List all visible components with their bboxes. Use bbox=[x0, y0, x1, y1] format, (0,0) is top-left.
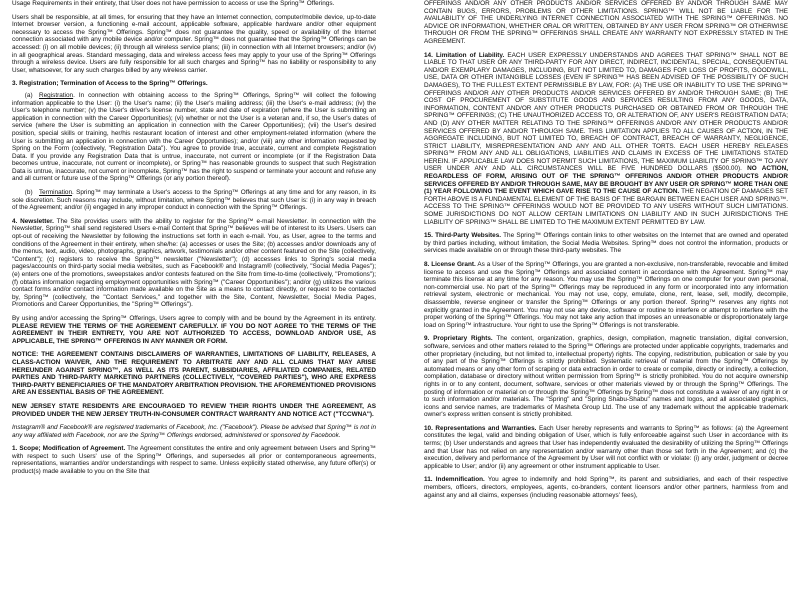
section-11-heading: 11. Indemnification. bbox=[424, 476, 485, 484]
section-3b-paragraph bbox=[12, 189, 376, 212]
section-14-paragraph bbox=[424, 52, 788, 227]
section-3-heading: 3. Registration; Termination of Access to the Spring™ Offerings. bbox=[12, 80, 208, 88]
section-1-heading: 1. Scope; Modification of Agreement. bbox=[12, 445, 126, 453]
section-10-text: Each User hereby represents and warrants to Spring™ as follows: (a) the Agreement constitutes the legal, valid and binding obligation of User, which is fully enforceable against such User in accordance with its terms; (b) User understands and agrees that User has independently evaluated the desirability of utilizing the Spring™ Offerings and that User has not relied on any representation and/or warranty other than those set forth in the Agreement; and (c) the execution, delivery and performance of the Agreement by User will not conflict with or violate: (i) any order, judgment or decree applicable to User; and/or (ii) any agreement or other instrument applicable to User. bbox=[424, 424, 788, 470]
section-10-heading: 10. Representations and Warranties. bbox=[424, 424, 537, 432]
section-11-text: You agree to indemnify and hold Spring™, its parent and subsidiaries, and each of their respective members, officers, directors, employees, agents, co-branders, content licensors and/or other partners, harmless from and against any and all claims, expenses (including reasonable attorneys' fees), bbox=[424, 476, 788, 499]
section-14-bold-clause: NO ACTION, REGARDLESS OF FORM, ARISING OUT OF THE SPRING™ OFFERINGS AND/OR OTHER PRODUCTS AND/OR SERVICES OFFERED BY AND/OR THROUGH SAME, MAY BE BROUGHT BY ANY USER OR SPRING™ MORE THAN ONE (1) YEAR FOLLOWING THE EVENT WHICH GAVE RISE TO THE CAUSE OF ACTION. bbox=[424, 165, 788, 196]
agreement-warning: PLEASE REVIEW THE TERMS OF THE AGREEMENT CAREFULLY. IF YOU DO NOT AGREE TO THE TERMS OF THE AGREEMENT IN THEIR ENTIRETY, YOU ARE NOT AUTHORIZED TO ACCESS, DOWNLOAD AND/OR USE, AS APPLICABLE, THE SPRING™ OFFERINGS IN ANY MANNER OR FORM. bbox=[12, 322, 376, 345]
section-9-heading: 9. Proprietary Rights. bbox=[424, 335, 493, 343]
agreement-paragraph bbox=[12, 315, 376, 345]
section-3a-text: . In connection with obtaining access to the Spring™ Offerings, Spring™ will collect the following information applicable to the User: (i) the User's name; (ii) the User's mailing address; (iii) the User's e-mail address; (iv) the User's telephone number; (v) the User's driver's license number, state and date of expiration (where the User is submitting an application in connection with the Career Opportunities); (vi) whether or not the User is a veteran and, if so, the User's dates of service (where the User is submitting an application in connection with the Career Opportunities); (vii) the User's desired position, special skills or training, her/his restaurant location of interest and other employment-related information (where the User is submitting an application in connection with the Career Opportunities); and/or (viii) any other information requested by Spring on the Form (collectively, "Registration Data"). You agree to provide true, accurate, current and complete Registration Data. If you provide any Registration Data that is untrue, inaccurate, not current or incomplete (or if the Registration Data becomes untrue, inaccurate, not current or incomplete), or Spring™ has reasonable grounds to suspect that such Registration Data is untrue, inaccurate, not current or incomplete, Spring™ has the right to suspend or terminate your account and refuse any and all current or future use of the Spring™ Offerings (or any portion thereof). bbox=[12, 91, 376, 183]
section-10-paragraph bbox=[424, 425, 788, 471]
usage-requirements-tail: Usage Requirements in their entirety, that User does not have permission to access or use the Spring™ Offerings. bbox=[12, 0, 335, 7]
section-4-paragraph bbox=[12, 218, 376, 309]
section-15-text: The Spring™ Offerings contain links to other websites on the Internet that are owned and operated by third parties including, without limitation, the Social Media Websites. Spring™ does not control the information, products or services made available on or through these third-party websites. The bbox=[424, 232, 788, 255]
section-1-paragraph bbox=[12, 445, 376, 475]
left-column bbox=[12, 0, 376, 600]
section-8-heading: 8. License Grant. bbox=[424, 261, 476, 268]
right-column bbox=[424, 0, 788, 600]
section-1-text: The Agreement constitutes the entire and only agreement between Users and Spring™ with respect to such Users' use of the Spring™ Offerings, and supersedes all prior or contemporaneous agreements, representations, warranties and/or understandings with respect to same. Unless explicitly stated otherwise, any future offer(s) or product(s) made available to you on the Site that bbox=[12, 445, 376, 476]
section-3b-term: Termination bbox=[38, 189, 73, 197]
section-14-tail: THE NEGATION OF DAMAGES SET FORTH ABOVE IS A FUNDAMENTAL ELEMENT OF THE BASIS OF THE BARGAIN BETWEEN EACH USER AND SPRING™. ACCESS TO THE SPRING™ OFFERINGS WOULD NOT BE PROVIDED TO ANY USERS WITHOUT SUCH LIMITATIONS. SOME JURISDICTIONS DO NOT ALLOW CERTAIN LIMITATIONS ON LIABILITY AND IN SUCH JURISDICTIONS THE LIABILITY OF SPRING™ SHALL BE LIMITED TO THE MAXIMUM EXTENT PERMITTED BY LAW. bbox=[424, 188, 788, 226]
section-3b-label: (b) bbox=[24, 189, 33, 197]
section-4-heading: 4. Newsletter. bbox=[12, 217, 54, 225]
section-8-paragraph bbox=[424, 261, 788, 329]
section-4-text: The Site provides users with the ability to register for the Spring™ e-mail Newsletter. In connection with the Newsletter, Spring™ shall send registered Users e-mail Content that Spring™ believes will be of interest to its Users. Users can opt-out of receiving the Newsletter by following the instructions set forth in each e-mail. You, as User, agree to the terms and conditions of the Agreement in their entirety, when she/he: (a) accesses or uses the Site; (b) accesses and/or downloads any of the menus, text, audio, video, photographs, graphics, artwork, testimonials and/or other content featured on the Site (collectively, "Content"); (c) registers to receive the Spring™ newsletter ("Newsletter"); (d) accesses links to Spring's social media pages/accounts on third-party social media websites, such as Facebook® and Instagram® (collectively, "Social Media Pages"); (e) enters one of the promotions, sweepstakes and/or contests featured on the Site from time-to-time (collectively, "Promotions"); (f) obtains information regarding employment opportunities with Spring™ ("Career Opportunities"); and/or (g) utilizes the various contact forms and/or contact information made available on the Site as a means to contact directly, or request to be contacted by, Spring™ (collectively, the "Contact Services," and together with the Site, Content, Newsletter, Social Media Pages, Promotions and Career Opportunities, the "Spring™ Offerings"). bbox=[12, 217, 376, 309]
agreement-intro: By using and/or accessing the Spring™ Offerings, Users agree to comply with and be bound by the Agreement in its entirety. bbox=[12, 314, 376, 322]
trademark-notice: Instagram® and Facebook® are registered trademarks of Facebook, Inc. ("Facebook"). Please be advised that Spring™ is not in any way affiliated with Facebook, nor are the Spring™ Offerings endorsed, administered or sponsored by Facebook. bbox=[12, 424, 376, 439]
section-3a-paragraph bbox=[12, 92, 376, 183]
section-15-heading: 15. Third-Party Websites. bbox=[424, 232, 502, 240]
new-jersey-paragraph: NEW JERSEY STATE RESIDENTS ARE ENCOURAGED TO REVIEW THEIR RIGHTS UNDER THE AGREEMENT, AS PROVIDED UNDER THE NEW JERSEY TRUTH-IN-CONSUMER CONTRACT WARRANTY AND NOTICE ACT ("TCCWNA"). bbox=[12, 402, 376, 418]
section-14-text: EACH USER EXPRESSLY UNDERSTANDS AND AGREES THAT SPRING™ SHALL NOT BE LIABLE TO THAT USER OR ANY THIRD-PARTY FOR ANY DIRECT, INDIRECT, INCIDENTAL, SPECIAL, CONSEQUENTIAL AND/OR EXEMPLARY DAMAGES, INCLUDING, BUT NOT LIMITED TO, DAMAGES FOR LOSS OF PROFITS, GOODWILL, USE, DATA OR OTHER INTANGIBLE LOSSES (EVEN IF SPRING™ HAS BEEN ADVISED OF THE POSSIBILITY OF SUCH DAMAGES), TO THE FULLEST EXTENT PERMISSIBLE BY LAW, FOR: (A) THE USE OR INABILITY TO USE THE SPRING™ OFFERINGS AND/OR ANY OTHER PRODUCTS AND/OR SERVICES OFFERED BY AND/OR THROUGH SAME; (B) THE COST OF PROCUREMENT OF SUBSTITUTE GOODS AND SERVICES RESULTING FROM ANY GOODS, DATA, INFORMATION, CONTENT AND/OR ANY OTHER PRODUCTS PURCHASED OR OBTAINED FROM OR THROUGH THE SPRING™ OFFERINGS; (C) THE UNAUTHORIZED ACCESS TO, OR ALTERATION OF, ANY USER'S REGISTRATION DATA; AND (D) ANY OTHER MATTER RELATING TO THE SPRING™ OFFERINGS AND/OR ANY OTHER PRODUCTS AND/OR SERVICES OFFERED BY AND/OR THROUGH SAME. THIS LIMITATION APPLIES TO ALL CAUSES OF ACTION, IN THE AGGREGATE INCLUDING, BUT NOT LIMITED TO, BREACH OF CONTRACT, BREACH OF WARRANTY, NEGLIGENCE, STRICT LIABILITY, MISREPRESENTATION AND ANY AND ALL OTHER TORTS. EACH USER HEREBY RELEASES SPRING™ FROM ANY AND ALL OBLIGATIONS, LIABILITIES AND CLAIMS IN EXCESS OF THE LIMITATIONS STATED HEREIN. IF APPLICABLE LAW DOES NOT PERMIT SUCH LIMITATIONS, THE MAXIMUM LIABILITY OF SPRING™ TO ANY USER UNDER ANY AND ALL CIRCUMSTANCES WILL BE FIVE HUNDRED DOLLARS ($500.00). bbox=[424, 51, 788, 173]
section-3b-text: . Spring™ may terminate a User's access to the Spring™ Offerings at any time and for any reason, in its sole discretion. Such reasons may include, without limitation, where Spring™ believes that such User is: (i) in any way in breach of the Agreement; and/or (ii) engaged in any improper conduct in connection with the Spring™ Offerings. bbox=[12, 189, 376, 212]
section-8-text: As a User of the Spring™ Offerings, you are granted a non-exclusive, non-transferable, revocable and limited license to access and use the Spring™ Offerings and associated content in accordance with the Agreement. Spring™ may terminate this license at any time for any reason. You may use the Spring™ Offerings on one computer for your own personal, non-commercial use. No part of the Spring™ Offerings may be reproduced in any form or incorporated into any information retrieval system, electronic or mechanical. You may not use, copy, emulate, clone, rent, lease, sell, modify, decompile, disassemble, reverse engineer or transfer the Spring™ Offerings or any portion thereof. Spring™ reserves any rights not explicitly granted in the Agreement. You may not use any device, software or routine to interfere or attempt to interfere with the proper working of the Spring™ Offerings. You may not take any action that imposes an unreasonable or disproportionately large load on Spring™ infrastructure. Your right to use the Spring™ Offerings is not transferable. bbox=[424, 261, 788, 329]
section-9-paragraph bbox=[424, 335, 788, 419]
notice-paragraph: NOTICE: THE AGREEMENT CONTAINS DISCLAIMERS OF WARRANTIES, LIMITATIONS OF LIABILITY, RELEASES, A CLASS-ACTION WAIVER, AND THE REQUIREMENT TO ARBITRATE ANY AND ALL CLAIMS THAT MAY ARISE HEREUNDER AGAINST SPRING™, AS WELL AS ITS PARENT, SUBSIDIARIES, AFFILIATED COMPANIES, RELATED PARTIES AND THIRD-PARTY MARKETING PARTNERS (COLLECTIVELY, "COVERED PARTIES"), WHO ARE EXPRESS THIRD-PARTY BENEFICIARIES OF THE MANDATORY ARBITRATION PROVISION. THE AFOREMENTIONED PROVISIONS ARE AN ESSENTIAL BASIS OF THE AGREEMENT. bbox=[12, 351, 376, 397]
section-9-text: The content, organization, graphics, design, compilation, magnetic translation, digital conversion, software, services and other matters related to the Spring™ Offerings are protected under applicable copyrights, trademarks and other proprietary (including, but not limited to, intellectual property) rights. The copying, redistribution, publication or sale by you of any part of the Spring™ Offerings is strictly prohibited. Systematic retrieval of material from the Spring™ Offerings by automated means or any other form of scraping or data extraction in order to create or compile, directly or indirectly, a collection, compilation, database or directory without written permission from Spring™ is strictly prohibited. You do not acquire ownership rights in or to any content, document, software, services or other materials viewed by or through the Spring™ Offerings. The posting of information or material on or through the Spring™ Offerings by Spring™ does not constitute a waiver of any right in or to such information and/or materials. The "Spring" and "Spring Shabu-Shabu" names and logos, and all associated graphics, icons and service names, are trademarks of Masheta Group Ltd. The use of any trademark without the applicable trademark owner's express written consent is strictly prohibited. bbox=[424, 335, 788, 419]
warranty-disclaimer-tail: OFFERINGS AND/OR ANY OTHER PRODUCTS AND/OR SERVICES OFFERED BY AND/OR THROUGH SAME MAY CONTAIN BUGS, ERRORS, PROBLEMS OR OTHER LIMITATIONS. SPRING™ WILL NOT BE LIABLE FOR THE AVAILABILITY OF THE UNDERLYING INTERNET CONNECTION ASSOCIATED WITH THE SPRING™ OFFERINGS. NO ADVICE OR INFORMATION, WHETHER ORAL OR WRITTEN, OBTAINED BY ANY USER FROM SPRING™ OR OTHERWISE THROUGH OR FROM THE SPRING™ OFFERINGS SHALL CREATE ANY WARRANTY NOT EXPRESSLY STATED IN THE AGREEMENT. bbox=[424, 0, 788, 45]
section-3a-term: Registration bbox=[38, 91, 74, 99]
user-responsibility-paragraph: Users shall be responsible, at all times, for ensuring that they have an Internet connection, computer/mobile device, up-to-date Internet browser version, a functioning e-mail account, applicable software, applicable hardware and/or other equipment necessary to access the Spring™ Offerings. Spring™ does not guarantee the quality, speed or availability of the Internet connection associated with any mobile device and/or computer. Spring™ does not guarantee that the Spring™ Offerings can be accessed: (i) on all mobile devices; (ii) through all wireless service plans; (iii) in connection with all Internet browsers; and/or (iv) in all geographical areas. Standard messaging, data and wireless access fees may apply to your use of the Spring™ Offerings through a wireless device. Users are fully responsible for all such charges and Spring™ has no liability or responsibility to any User, whatsoever, for any such charges billed by any wireless carrier. bbox=[12, 13, 376, 74]
section-11-paragraph bbox=[424, 476, 788, 499]
section-14-heading: 14. Limitation of Liability. bbox=[424, 51, 505, 59]
section-15-paragraph bbox=[424, 232, 788, 255]
section-3a-label: (a) bbox=[24, 91, 33, 99]
